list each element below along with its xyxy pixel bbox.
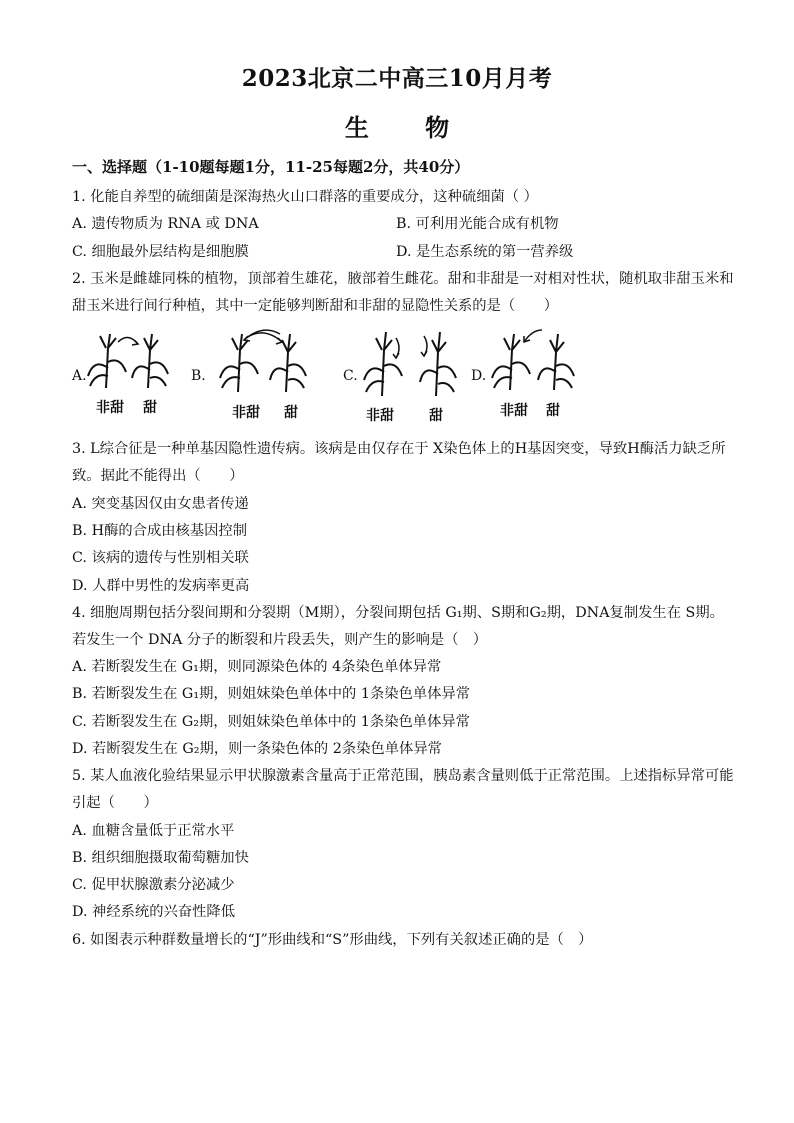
q1-option-a: A. 遗传物质为 RNA 或 DNA <box>72 216 259 232</box>
q5-stem-line2: 引起（ ） <box>72 795 158 811</box>
figure-b-letter: B. <box>191 368 206 384</box>
q2-stem-line1: 2. 玉米是雌雄同株的植物，顶部着生雄花，腋部着生雌花。甜和非甜是一对相对性状，随机取非甜玉米和 <box>72 271 734 287</box>
q6-stem: 6. 如图表示种群数量增长的“J”形曲线和“S”形曲线，下列有关叙述正确的是（ ） <box>72 932 593 948</box>
q2-stem-line2: 甜玉米进行间行种植，其中一定能够判断甜和非甜的显隐性关系的是（ ） <box>72 298 559 314</box>
q5-option-d: D. 神经系统的兴奋性降低 <box>72 904 236 920</box>
q4-option-d: D. 若断裂发生在 G₂期，则一条染色体的 2条染色单体异常 <box>72 741 442 757</box>
q5-option-a: A. 血糖含量低于正常水平 <box>72 823 235 839</box>
q3-option-c: C. 该病的遗传与性别相关联 <box>72 550 249 566</box>
q5-option-b: B. 组织细胞摄取葡萄糖加快 <box>72 850 249 866</box>
q1-stem: 1. 化能自养型的硫细菌是深海热火山口群落的重要成分，这种硫细菌（ ） <box>72 189 538 205</box>
q3-stem-line2: 致。据此不能得出（ ） <box>72 468 244 484</box>
page-title: 2023北京二中高三10月月考 <box>241 65 553 92</box>
q4-option-b: B. 若断裂发生在 G₁期，则姐妹染色单体中的 1条染色单体异常 <box>72 686 471 702</box>
figure-b-label-left: 非甜 <box>232 405 260 421</box>
figure-a-label-right: 甜 <box>143 400 157 416</box>
q4-option-a: A. 若断裂发生在 G₁期，则同源染色体的 4条染色单体异常 <box>72 659 442 675</box>
q4-option-c: C. 若断裂发生在 G₂期，则姐妹染色单体中的 1条染色单体异常 <box>72 714 470 730</box>
q3-option-a: A. 突变基因仅由女患者传递 <box>72 496 249 512</box>
q3-option-d: D. 人群中男性的发病率更高 <box>72 578 250 594</box>
q5-stem-line1: 5. 某人血液化验结果显示甲状腺激素含量高于正常范围，胰岛素含量则低于正常范围。上述指标异常可能 <box>72 768 734 784</box>
q1-option-d: D. 是生态系统的第一营养级 <box>396 244 574 260</box>
corn-plants-b-image <box>216 326 316 394</box>
figure-b-label-right: 甜 <box>284 405 298 421</box>
q3-stem-line1: 3. L综合征是一种单基因隐性遗传病。该病是由仅存在于 X染色体上的H基因突变，导致H酶活力缺乏所 <box>72 441 726 457</box>
figure-c-letter: C. <box>343 368 358 384</box>
figure-d-letter: D. <box>471 368 487 384</box>
figure-a-label-left: 非甜 <box>96 400 124 416</box>
corn-plants-d-image <box>488 326 583 392</box>
corn-plants-c-image <box>358 328 463 398</box>
q1-option-b: B. 可利用光能合成有机物 <box>396 216 559 232</box>
subject-title: 生 物 <box>344 113 450 142</box>
corn-plants-a-image <box>84 328 179 390</box>
figure-c-label-right: 甜 <box>429 408 443 424</box>
q4-stem-line1: 4. 细胞周期包括分裂间期和分裂期（M期），分裂间期包括 G₁期、S期和G₂期，DNA复制发生在 S期。 <box>72 605 724 621</box>
q5-option-c: C. 促甲状腺激素分泌减少 <box>72 877 235 893</box>
figure-d-label-left: 非甜 <box>500 403 528 419</box>
figure-a-letter: A. <box>72 368 87 384</box>
section-heading: 一、选择题（1-10题每题1分，11-25每题2分，共40分） <box>72 158 470 176</box>
figure-c-label-left: 非甜 <box>366 408 394 424</box>
q4-stem-line2: 若发生一个 DNA 分子的断裂和片段丢失，则产生的影响是（ ） <box>72 632 488 648</box>
q3-option-b: B. H酶的合成由核基因控制 <box>72 523 248 539</box>
q1-option-c: C. 细胞最外层结构是细胞膜 <box>72 244 249 260</box>
figure-d-label-right: 甜 <box>546 403 560 419</box>
